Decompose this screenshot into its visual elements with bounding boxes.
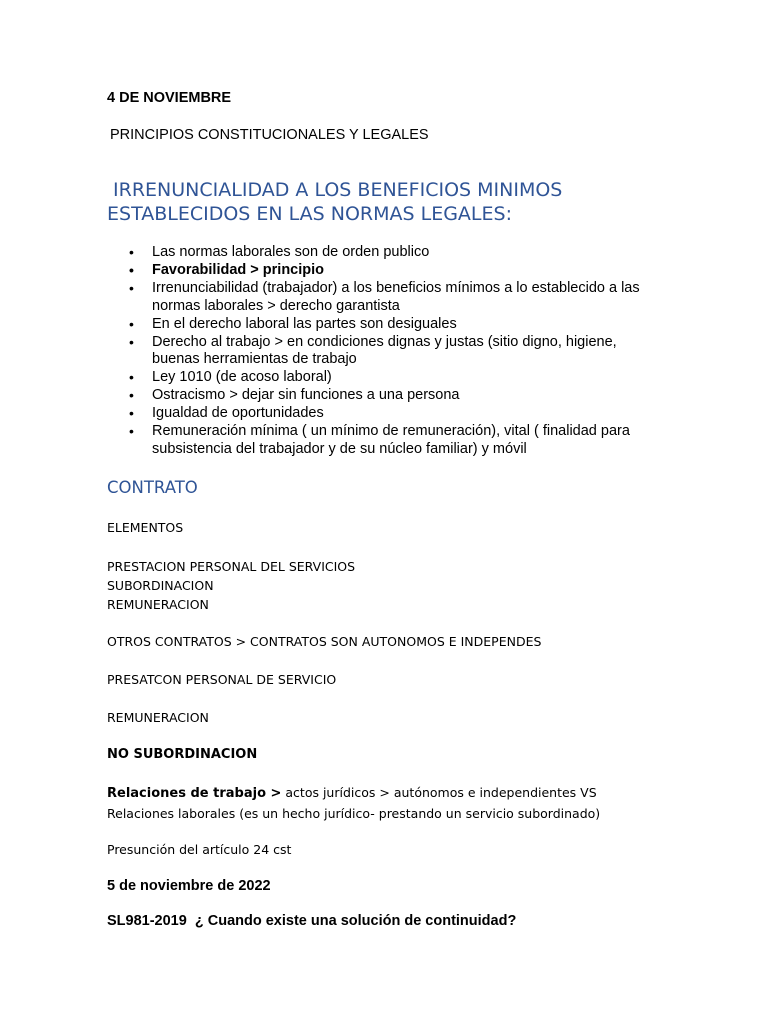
presatcon-line: PRESATCON PERSONAL DE SERVICIO	[107, 672, 337, 687]
list-item-text: Irrenunciabilidad (trabajador) a los beneficios mínimos a lo establecido a las normas laborales > derecho garantista	[152, 279, 640, 314]
bullet-icon: •	[129, 387, 134, 404]
sl-question: SL981-2019 ¿ Cuando existe una solución de continuidad?	[107, 913, 517, 929]
relaciones-bold: Relaciones de trabajo >	[107, 786, 282, 801]
relaciones-text: actos jurídicos > autónomos e independientes VS Relaciones laborales (es un hecho jurídico- prestando un servicio subordinado)	[107, 785, 601, 821]
section-heading-text: IRRENUNCIALIDAD A LOS BENEFICIOS MINIMOS ESTABLECIDOS EN LAS NORMAS LEGALES:	[107, 179, 563, 225]
presuncion-line: Presunción del artículo 24 cst	[107, 842, 292, 857]
bullet-icon: •	[129, 261, 134, 278]
element-item: SUBORDINACION	[107, 578, 214, 593]
elementos-label: ELEMENTOS	[107, 520, 184, 535]
date-heading: 4 DE NOVIEMBRE	[107, 90, 232, 106]
list-item	[107, 369, 667, 387]
list-item-text: Ley 1010 (de acoso laboral)	[152, 369, 332, 386]
list-item-text: Igualdad de oportunidades	[152, 405, 324, 422]
list-item-text: Derecho al trabajo > en condiciones dignas y justas (sitio digno, higiene, buenas herramientas de trabajo	[152, 333, 617, 368]
list-item	[107, 280, 667, 316]
date-subheading: 5 de noviembre de 2022	[107, 878, 271, 894]
bullet-icon: •	[129, 315, 134, 332]
otros-contratos: OTROS CONTRATOS > CONTRATOS SON AUTONOMOS E INDEPENDES	[107, 634, 542, 649]
list-item	[107, 334, 667, 370]
list-item	[107, 316, 667, 334]
list-item-text: En el derecho laboral las partes son desiguales	[152, 315, 457, 332]
element-item: REMUNERACION	[107, 597, 209, 612]
list-item-text: Favorabilidad > principio	[152, 261, 325, 278]
bullet-icon: •	[129, 423, 134, 440]
list-item-text: Las normas laborales son de orden publico	[152, 244, 430, 260]
bullet-icon: •	[129, 333, 134, 350]
list-item	[107, 387, 667, 405]
bullet-icon: •	[129, 244, 134, 260]
bullet-icon: •	[129, 369, 134, 386]
relaciones-paragraph	[107, 783, 667, 823]
list-item	[107, 262, 667, 280]
contrato-heading: CONTRATO	[107, 478, 198, 497]
list-item	[107, 405, 667, 423]
list-item	[107, 423, 667, 459]
section-heading	[107, 178, 667, 226]
subtitle: PRINCIPIOS CONSTITUCIONALES Y LEGALES	[110, 127, 429, 143]
principles-list	[107, 244, 667, 459]
list-item-text: Remuneración mínima ( un mínimo de remuneración), vital ( finalidad para subsistencia del trabajador y de su núcleo familiar) y móvil	[152, 423, 630, 457]
bullet-icon: •	[129, 279, 134, 296]
bullet-icon: •	[129, 405, 134, 422]
element-item: PRESTACION PERSONAL DEL SERVICIOS	[107, 559, 356, 574]
list-item-text: Ostracismo > dejar sin funciones a una persona	[152, 387, 460, 404]
list-item	[107, 244, 667, 262]
element-items	[107, 557, 355, 614]
remuneracion-line: REMUNERACION	[107, 710, 209, 725]
no-subordinacion: NO SUBORDINACION	[107, 747, 258, 762]
